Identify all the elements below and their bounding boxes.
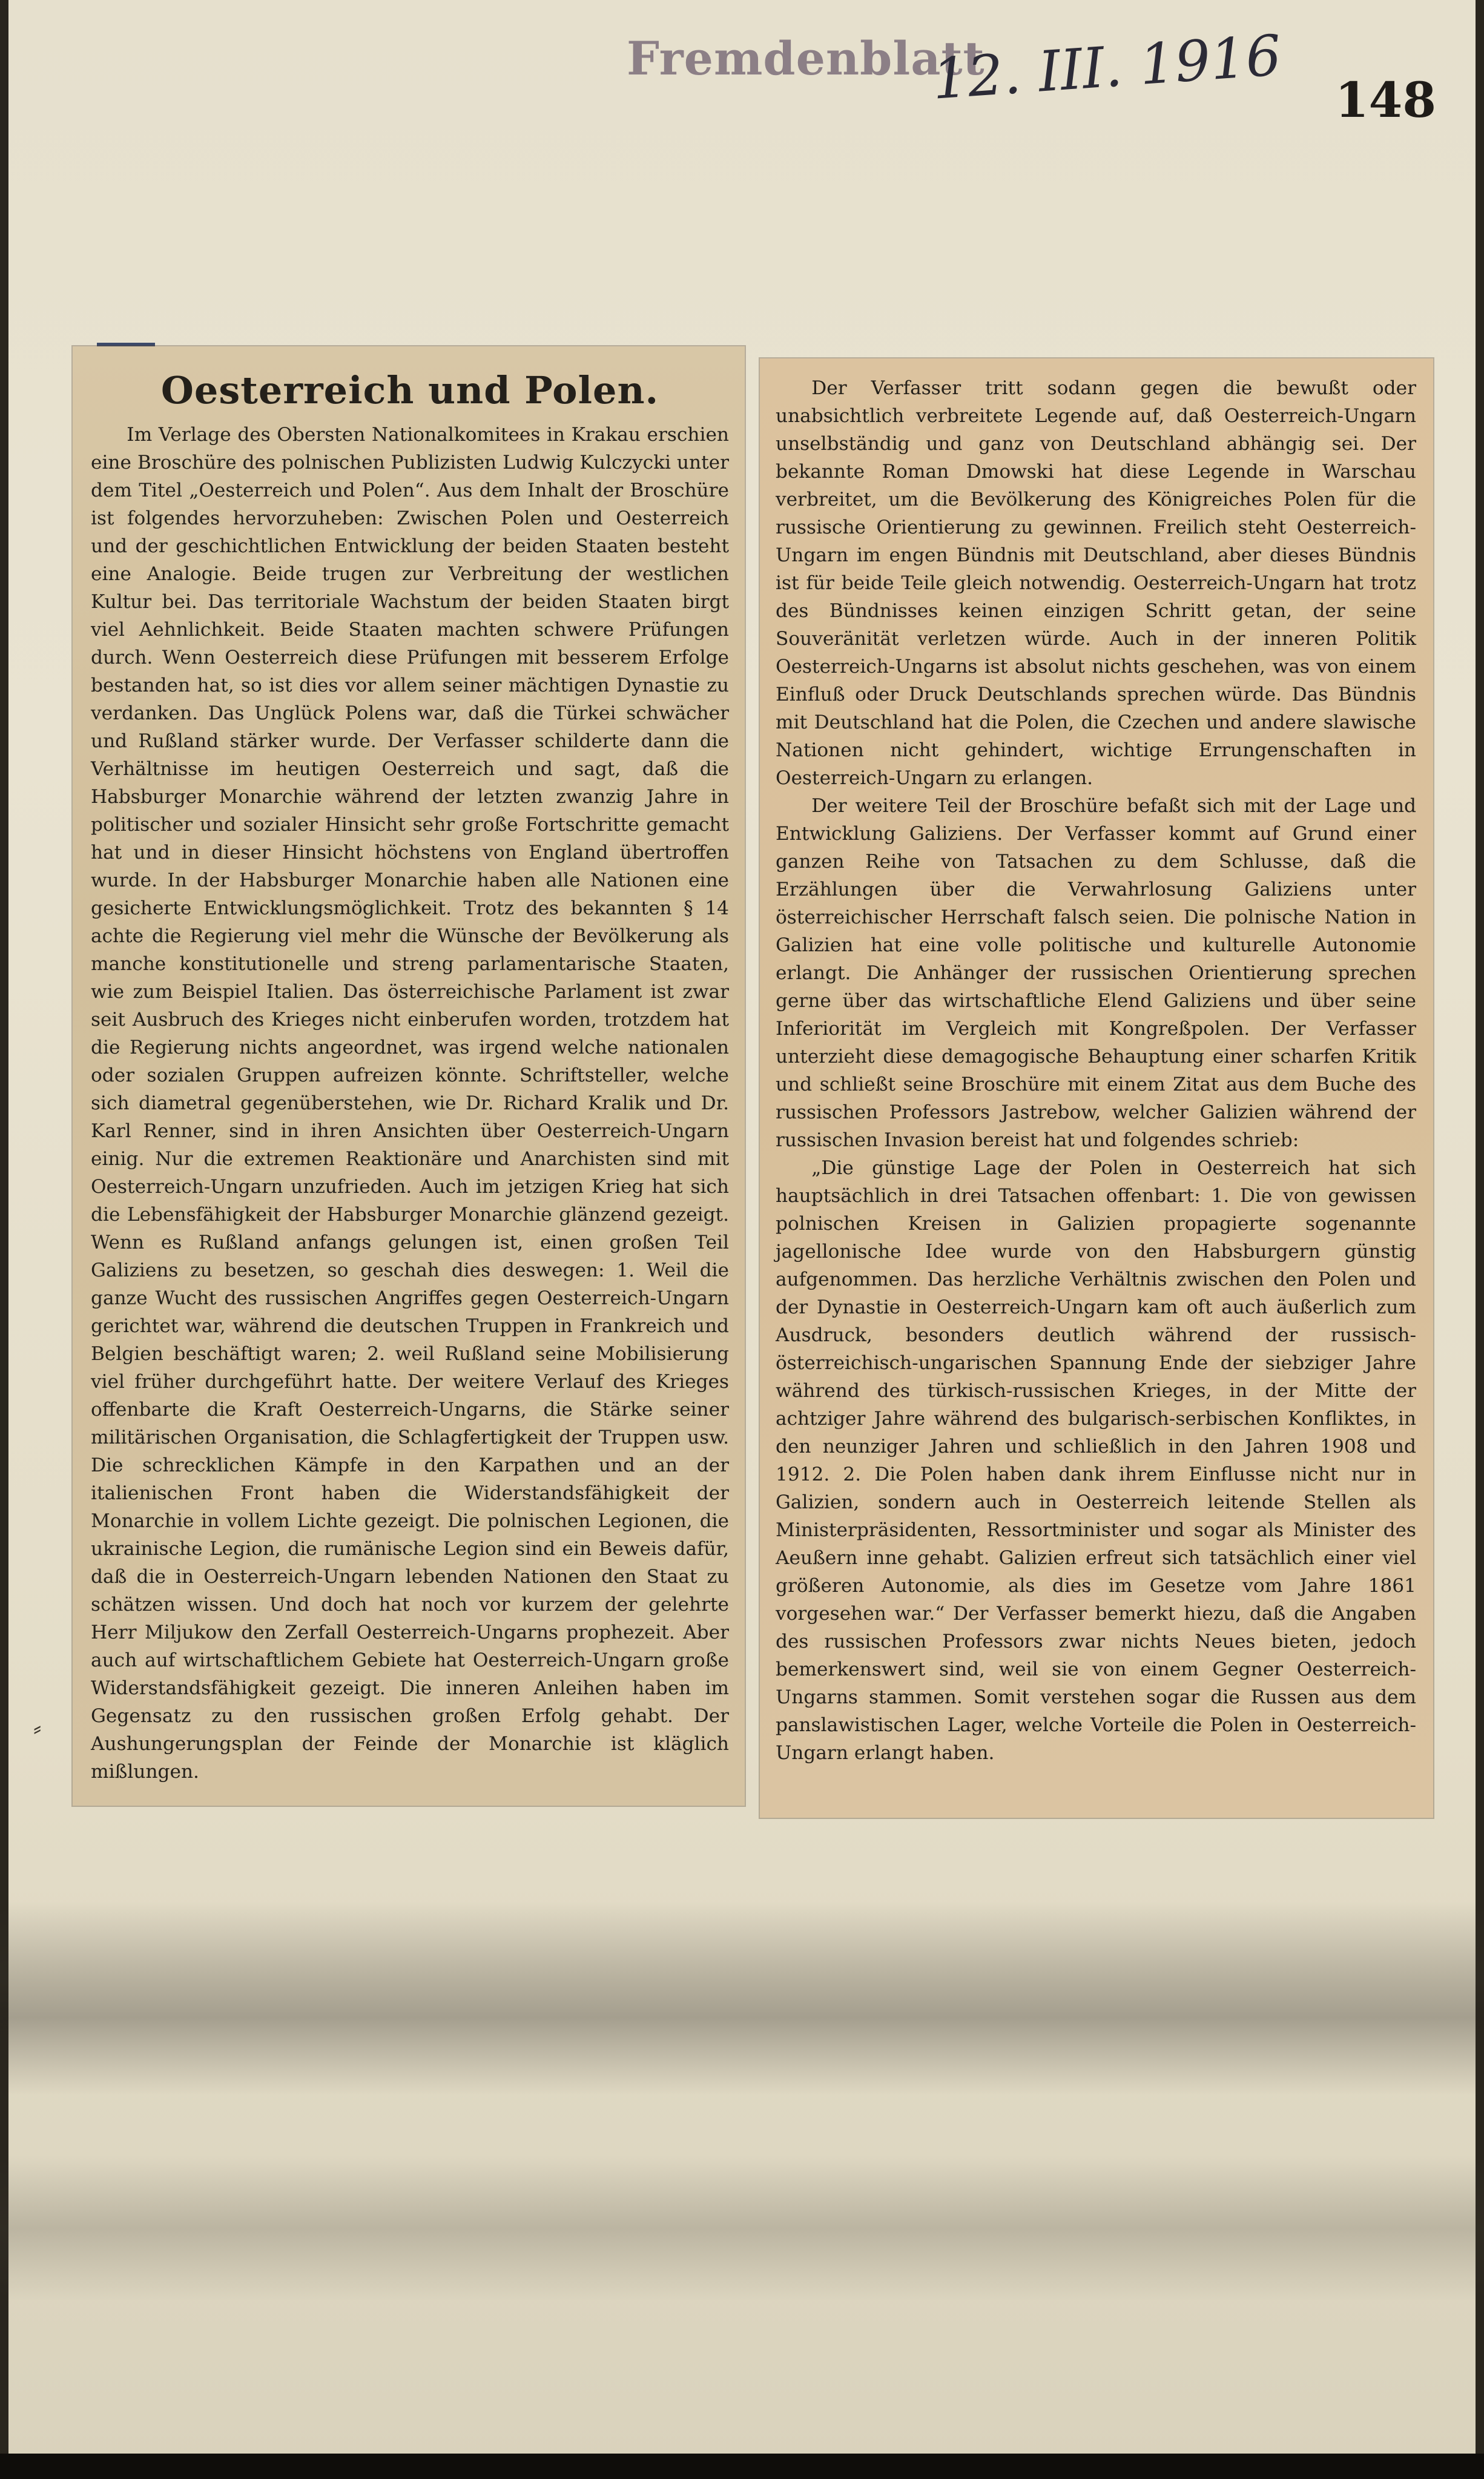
paper-fold-shadow <box>0 1901 1484 2095</box>
right-column-text <box>776 374 1416 1767</box>
paragraph: Im Verlage des Obersten Nationalkomitees in Krakau erschien eine Broschüre des polnischen Publizisten Ludwig Kulczycki unter dem Titel „Oesterreich und Polen“. Aus dem Inhalt der Broschüre ist folgendes hervorzuheben: Zwischen Polen und Oesterreich und der geschichtlichen Entwicklung der beiden Staaten besteht eine Analogie. Beide trugen zur Verbreitung der westlichen Kultur bei. Das territoriale Wachstum der beiden Staaten birgt viel Aehnlichkeit. Beide Staaten machten schwere Prüfungen durch. Wenn Oesterreich diese Prüfungen mit besserem Erfolge bestanden hat, so ist dies vor allem seiner mächtigen Dynastie zu verdanken. Das Unglück Polens war, daß die Türkei schwächer und Rußland stärker wurde. Der Verfasser schilderte dann die Verhältnisse im heutigen Oesterreich und sagt, daß die Habsburger Monarchie während der letzten zwanzig Jahre in politischer und sozialer Hinsicht sehr große Fortschritte gemacht hat und in dieser Hinsicht höchstens von England übertroffen wurde. In der Habsburger Monarchie haben alle Nationen eine gesicherte Entwicklungsmöglichkeit. Trotz des bekannten § 14 achte die Regierung viel mehr die Wünsche der Bevölkerung als manche konstitutionelle und streng parlamentarische Staaten, wie zum Beispiel Italien. Das österreichische Parlament ist zwar seit Ausbruch des Krieges nicht einberufen worden, trotzdem hat die Regierung nichts angeordnet, was irgend welche nationalen oder sozialen Gruppen aufreizen könnte. Schriftsteller, welche sich diametral gegenüberstehen, wie Dr. Richard Kralik und Dr. Karl Renner, sind in ihren Ansichten über Oesterreich-Ungarn einig. Nur die extremen Reaktionäre und Anarchisten sind mit Oesterreich-Ungarn unzufrieden. Auch im jetzigen Krieg hat sich die Lebensfähigkeit der Habsburger Monarchie glänzend gezeigt. Wenn es Rußland anfangs gelungen ist, einen großen Teil Galiziens zu besetzen, so geschah dies deswegen: 1. Weil die ganze Wucht des russischen Angriffes gegen Oesterreich-Ungarn gerichtet war, während die deutschen Truppen in Frankreich und Belgien beschäftigt waren; 2. weil Rußland seine Mobilisierung viel früher durchgeführt hatte. Der weitere Verlauf des Krieges offenbarte die Kraft Oesterreich-Ungarns, die Stärke seiner militärischen Organisation, die Schlagfertigkeit der Truppen usw. Die schrecklichen Kämpfe in den Karpathen und an der italienischen Front haben die Widerstandsfähigkeit der Monarchie in vollem Lichte gezeigt. Die polnischen Legionen, die ukrainische Legion, die rumänische Legion sind ein Beweis dafür, daß die in Oesterreich-Ungarn lebenden Nationen den Staat zu schätzen wissen. Und doch hat noch vor kurzem der gelehrte Herr Miljukow den Zerfall Oesterreich-Ungarns prophezeit. Aber auch auf wirtschaftlichem Gebiete hat Oesterreich-Ungarn große Widerstandsfähigkeit gezeigt. Die inneren Anleihen haben im Gegensatz zu den russischen großen Erfolg gehabt. Der Aushungerungsplan der Feinde der Monarchie ist kläglich mißlungen. <box>91 424 729 1783</box>
left-column-text <box>91 421 729 1786</box>
scan-left-edge <box>0 0 8 2479</box>
scan-right-edge <box>1476 0 1484 2479</box>
clipping-left-column <box>73 346 745 1806</box>
paragraph-quote: „Die günstige Lage der Polen in Oesterreich hat sich hauptsächlich in drei Tatsachen offenbart: 1. Die von gewissen polnischen Kreisen in Galizien propagierte sogenannte jagellonische Idee wurde von den Habsburgern günstig aufgenommen. Das herzliche Verhältnis zwischen den Polen und der Dynastie in Oesterreich-Ungarn kam oft auch äußerlich zum Ausdruck, besonders deutlich während der russisch-österreichisch-ungarischen Spannung Ende der siebziger Jahre während des türkisch-russischen Krieges, in der Mitte der achtziger Jahre während des bulgarisch-serbischen Konfliktes, in den neunziger Jahren und schließlich in den Jahren 1908 und 1912. 2. Die Polen haben dank ihrem Einflusse nicht nur in Galizien, sondern auch in Oesterreich leitende Stellen als Ministerpräsidenten, Ressortminister und sogar als Minister des Aeußern inne gehabt. Galizien erfreut sich tatsächlich einer viel größeren Autonomie, als dies im Gesetze vom Jahre 1861 vorgesehen war.“ Der Verfasser bemerkt hiezu, daß die Angaben des russischen Professors zwar nichts Neues bieten, jedoch bemerkenswert sind, weil sie von einem Gegner Oesterreich-Ungarns stammen. Somit verstehen sogar die Russen aus dem panslawistischen Lager, welche Vorteile die Polen in Oesterreich-Ungarn erlangt haben. <box>776 1157 1416 1764</box>
newspaper-source-stamp: Fremdenblatt <box>627 31 985 85</box>
paper-fold-shadow-lower <box>0 2156 1484 2301</box>
margin-scratch-mark: ⸗ <box>33 1714 42 1742</box>
paragraph: Der weitere Teil der Broschüre befaßt sich mit der Lage und Entwicklung Galiziens. Der Verfasser kommt auf Grund einer ganzen Reihe von Tatsachen zu dem Schlusse, daß die Erzählungen über die Verwahrlosung Galiziens unter österreichischer Herrschaft falsch seien. Die polnische Nation in Galizien hat eine volle politische und kulturelle Autonomie erlangt. Die Anhänger der russischen Orientierung sprechen gerne über das wirtschaftliche Elend Galiziens und über seine Inferiorität im Vergleich mit Kongreßpolen. Der Verfasser unterzieht diese demagogische Behauptung einer scharfen Kritik und schließt seine Broschüre mit einem Zitat aus dem Buche des russischen Professors Jastrebow, welcher Galizien während der russischen Invasion bereist hat und folgendes schrieb: <box>776 795 1416 1151</box>
article-title: Oesterreich und Polen. <box>160 368 659 412</box>
paragraph: Der Verfasser tritt sodann gegen die bewußt oder unabsichtlich verbreitete Legende auf, daß Oesterreich-Ungarn unselbständig und ganz von Deutschland abhängig sei. Der bekannte Roman Dmowski hat diese Legende in Warschau verbreitet, um die Bevölkerung des Königreiches Polen für die russische Orientierung zu gewinnen. Freilich steht Oesterreich-Ungarn im engen Bündnis mit Deutschland, aber dieses Bündnis ist für beide Teile gleich notwendig. Oesterreich-Ungarn hat trotz des Bündnisses keinen einzigen Schritt getan, der seine Souveränität verletzen würde. Auch in der inneren Politik Oesterreich-Ungarns ist absolut nichts geschehen, was von einem Einfluß oder Druck Deutschlands sprechen würde. Das Bündnis mit Deutschland hat die Polen, die Czechen und andere slawische Nationen nicht gehindert, wichtige Errungenschaften in Oesterreich-Ungarn zu erlangen. <box>776 377 1416 789</box>
clipping-right-column <box>760 358 1433 1818</box>
page-number: 148 <box>1335 71 1436 128</box>
scan-bottom-edge <box>0 2454 1484 2479</box>
handwritten-date: 12. III. 1916 <box>930 22 1284 112</box>
